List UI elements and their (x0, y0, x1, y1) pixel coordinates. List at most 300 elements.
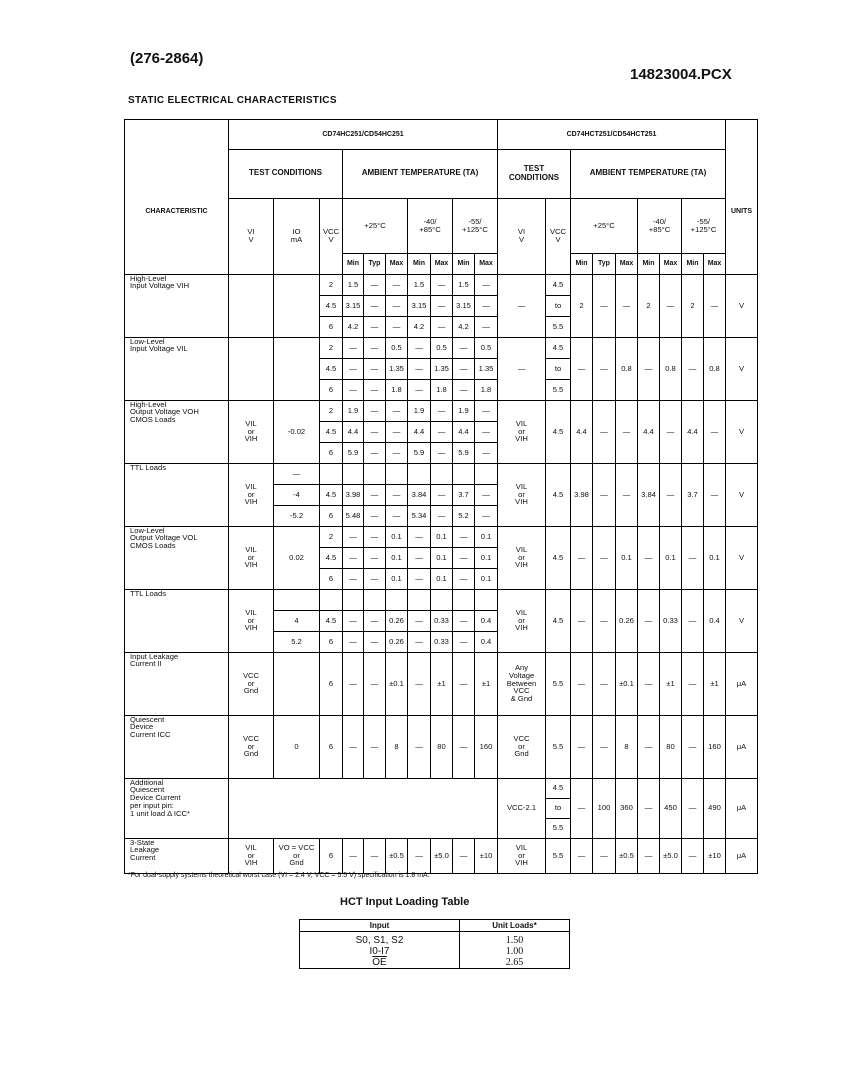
value-cell: — (593, 838, 616, 873)
io-header (274, 198, 320, 274)
value-cell: 4.4 (638, 400, 660, 463)
cell-line: & Gnd (510, 694, 533, 704)
cell-line: or (247, 741, 255, 751)
value-cell: 4.2 (343, 316, 364, 337)
value-cell: 1.5 (343, 274, 364, 295)
cell-line: VIL (515, 842, 528, 852)
value-cell: — (593, 463, 616, 526)
value-cell: — (343, 652, 364, 715)
value-cell: 80 (431, 715, 453, 778)
cell-line: +125°C (690, 224, 717, 234)
value-cell: — (682, 589, 704, 652)
cell-line: Current (130, 853, 156, 863)
temp-125-header (453, 198, 498, 253)
cell-line: VI (517, 227, 526, 237)
value-cell: 0.1 (475, 547, 498, 568)
cell-line: CMOS Loads (130, 415, 176, 425)
minmax-header: Min (408, 253, 431, 274)
cell-line: VCC (242, 733, 260, 743)
value-cell: 3.84 (408, 484, 431, 505)
value-cell: — (453, 631, 475, 652)
value-cell: — (475, 505, 498, 526)
units-cell: μA (726, 715, 758, 778)
value-cell: — (453, 652, 475, 715)
cell-line: VCC (513, 686, 530, 696)
value-cell (475, 589, 498, 610)
value-cell: ±5.0 (660, 838, 682, 873)
vcc-cell: 4.5 (320, 484, 343, 505)
hct-temp-125-header (682, 198, 726, 253)
vi-cell (229, 400, 274, 463)
value-cell: — (386, 484, 408, 505)
vi-cell (229, 838, 274, 873)
table-row (125, 715, 758, 778)
value-cell: — (475, 442, 498, 463)
cell-line: VIL (245, 842, 257, 852)
value-cell: — (704, 400, 726, 463)
units-cell: μA (726, 652, 758, 715)
cell-line: Device (130, 722, 154, 732)
cell-line: VIH (515, 623, 528, 633)
value-cell: — (343, 337, 364, 358)
cell-line: Current II (130, 659, 162, 669)
minmax-header: Max (660, 253, 682, 274)
value-cell: — (453, 568, 475, 589)
hct-vi-cell (498, 400, 546, 463)
hct-vcc-cell: 4.5 (546, 400, 571, 463)
vi-cell (229, 526, 274, 589)
minmax-header: Max (475, 253, 498, 274)
value-cell: — (593, 715, 616, 778)
cell-line: High-Level (130, 274, 167, 283)
value-cell: 0.33 (431, 631, 453, 652)
vcc-cell: 2 (320, 526, 343, 547)
loading-input: $\overline{OE}$ (300, 957, 460, 969)
minmax-header: Max (704, 253, 726, 274)
value-cell: 0.1 (431, 526, 453, 547)
units-cell: V (726, 463, 758, 526)
vcc-cell (320, 463, 343, 484)
value-cell: — (364, 484, 386, 505)
vcc-cell: 4.5 (320, 547, 343, 568)
value-cell: — (364, 526, 386, 547)
value-cell: 0.1 (475, 568, 498, 589)
cell-line: CMOS Loads (130, 541, 176, 551)
loading-input: S0, S1, S2 (300, 932, 460, 947)
io-cell: -5.2 (274, 505, 320, 526)
io-cell: 0 (274, 715, 320, 778)
units-cell: V (726, 526, 758, 589)
value-cell: — (475, 400, 498, 421)
vcc-cell: 6 (320, 568, 343, 589)
value-cell: 3.7 (453, 484, 475, 505)
value-cell: — (386, 274, 408, 295)
value-cell: — (364, 400, 386, 421)
cell-line: VCC (322, 227, 340, 237)
value-cell: — (682, 337, 704, 400)
hct-vcc-cell: to (546, 295, 571, 316)
loading-value: 1.50 (460, 932, 570, 947)
loading-input: I0-I7 (300, 946, 460, 957)
vcc-cell: 4.5 (320, 358, 343, 379)
value-cell: — (682, 526, 704, 589)
value-cell: — (453, 358, 475, 379)
value-cell: 4.2 (408, 316, 431, 337)
value-cell: 4.4 (571, 400, 593, 463)
hct-vi-cell: — (498, 337, 546, 400)
minmax-header: Max (386, 253, 408, 274)
table-row (125, 463, 758, 484)
value-cell: 1.8 (475, 379, 498, 400)
value-cell: 0.5 (386, 337, 408, 358)
value-cell: — (364, 715, 386, 778)
cell-line: VIL (245, 481, 257, 491)
value-cell: — (571, 526, 593, 589)
cell-line: Gnd (243, 686, 259, 696)
vcc-cell: 4.5 (320, 295, 343, 316)
cell-line: Input Voltage VIH (130, 281, 190, 291)
value-cell: 0.4 (475, 610, 498, 631)
cell-line: -55/ (468, 216, 482, 226)
hct-vcc-cell: 5.5 (546, 715, 571, 778)
value-cell: — (343, 610, 364, 631)
io-cell: 4 (274, 610, 320, 631)
vcc-cell: 6 (320, 316, 343, 337)
value-cell: 0.1 (431, 547, 453, 568)
hct-vcc-cell: 5.5 (546, 379, 571, 400)
cell-line: VIH (244, 858, 258, 868)
loading-table-title: HCT Input Loading Table (340, 896, 470, 908)
vi-cell (229, 652, 274, 715)
vi-header (229, 198, 274, 274)
vcc-cell: 4.5 (320, 421, 343, 442)
value-cell: 3.7 (682, 463, 704, 526)
value-cell: 0.5 (475, 337, 498, 358)
minmax-header: Typ (593, 253, 616, 274)
hct-vi-cell (498, 652, 546, 715)
value-cell: 0.1 (475, 526, 498, 547)
io-cell: 0.02 (274, 526, 320, 589)
footnote: *For dual-supply systems theoretical worst case (VI = 2.4 V, VCC = 5.5 V) specification is 1.8 mA. (128, 872, 430, 879)
cell-line: 1 unit load Δ ICC* (130, 809, 190, 819)
cell-line: or (518, 489, 525, 499)
hct-vcc-cell: 4.5 (546, 463, 571, 526)
value-cell: — (453, 715, 475, 778)
vcc-cell: 2 (320, 400, 343, 421)
minmax-header: Min (682, 253, 704, 274)
cell-line: VCC (513, 733, 530, 743)
value-cell: — (343, 379, 364, 400)
document-number: (276-2864) (130, 50, 204, 67)
table-cell (125, 120, 229, 150)
cell-line: +125°C (462, 224, 488, 234)
value-cell: — (431, 316, 453, 337)
value-cell: 1.8 (386, 379, 408, 400)
value-cell: 0.33 (431, 610, 453, 631)
characteristic-cell (125, 274, 229, 337)
cell-line: Voltage (508, 670, 535, 680)
value-cell: — (343, 568, 364, 589)
value-cell: — (682, 838, 704, 873)
value-cell: — (616, 400, 638, 463)
value-cell: — (453, 547, 475, 568)
value-cell: — (593, 652, 616, 715)
value-cell: — (682, 652, 704, 715)
hct-vcc-cell: 4.5 (546, 778, 571, 798)
characteristic-cell: TTL Loads (125, 463, 229, 526)
value-cell (386, 463, 408, 484)
value-cell: ±0.1 (386, 652, 408, 715)
value-cell: — (343, 715, 364, 778)
value-cell: — (364, 652, 386, 715)
value-cell: — (453, 610, 475, 631)
hc-group-header: CD74HC251/CD54HC251 (229, 120, 498, 150)
value-cell: — (475, 421, 498, 442)
loading-row (300, 932, 570, 947)
hct-ambient-temp-header: AMBIENT TEMPERATURE (TA) (571, 149, 726, 198)
value-cell: — (408, 652, 431, 715)
value-cell: — (343, 838, 364, 873)
value-cell: — (616, 463, 638, 526)
value-cell: 160 (704, 715, 726, 778)
value-cell: — (453, 337, 475, 358)
value-cell: — (593, 400, 616, 463)
value-cell: 3.98 (343, 484, 364, 505)
cell-line: VIH (515, 858, 528, 868)
hct-vi-cell (498, 463, 546, 526)
cell-line: or (518, 615, 525, 625)
value-cell: 5.9 (343, 442, 364, 463)
value-cell: — (408, 715, 431, 778)
value-cell: 1.35 (386, 358, 408, 379)
minmax-header: Min (453, 253, 475, 274)
value-cell: ±0.5 (386, 838, 408, 873)
cell-line: V (555, 235, 561, 244)
value-cell: 8 (386, 715, 408, 778)
io-cell: 5.2 (274, 631, 320, 652)
value-cell: — (453, 379, 475, 400)
value-cell: 5.9 (453, 442, 475, 463)
value-cell (475, 463, 498, 484)
value-cell: 0.1 (616, 526, 638, 589)
cell-line: Input Leakage (130, 652, 179, 661)
value-cell: 1.5 (453, 274, 475, 295)
characteristic-cell (125, 838, 229, 873)
characteristic-cell (125, 337, 229, 400)
cell-line: or (518, 552, 525, 562)
value-cell: — (704, 274, 726, 337)
cell-line: Low-Level (130, 337, 165, 346)
value-cell: — (386, 442, 408, 463)
table-row (125, 526, 758, 547)
io-cell (274, 274, 320, 337)
value-cell (431, 463, 453, 484)
loading-value: 1.00 (460, 946, 570, 957)
hct-vi-cell (498, 715, 546, 778)
io-cell (274, 652, 320, 715)
value-cell: — (475, 274, 498, 295)
cell-line: Gnd (514, 749, 529, 759)
value-cell: — (475, 295, 498, 316)
value-cell (364, 589, 386, 610)
value-cell: 3.15 (343, 295, 364, 316)
vcc-cell: 6 (320, 379, 343, 400)
table-row (125, 589, 758, 610)
io-cell (274, 337, 320, 400)
cell-line: or (518, 426, 525, 436)
hct-vcc-cell: 5.5 (546, 316, 571, 337)
value-cell: — (408, 838, 431, 873)
value-cell: — (431, 295, 453, 316)
value-cell: 0.1 (386, 568, 408, 589)
value-cell: 5.34 (408, 505, 431, 526)
cell-line: or (247, 615, 255, 625)
value-cell: — (386, 421, 408, 442)
minmax-header: Min (571, 253, 593, 274)
value-cell: 1.35 (475, 358, 498, 379)
cell-line: High-Level (130, 400, 167, 409)
units-cell: V (726, 274, 758, 337)
vcc-cell: 4.5 (320, 610, 343, 631)
value-cell: — (431, 274, 453, 295)
value-cell: 80 (660, 715, 682, 778)
value-cell: 0.8 (616, 337, 638, 400)
cell-line: VCC (242, 670, 260, 680)
cell-line: VIL (515, 418, 528, 428)
cell-line: VCC (549, 227, 567, 237)
units-cell: V (726, 400, 758, 463)
vi-cell (229, 715, 274, 778)
value-cell: — (571, 838, 593, 873)
minmax-header: Max (616, 253, 638, 274)
test-conditions-header: TEST CONDITIONS (229, 149, 343, 198)
value-cell: 2 (638, 274, 660, 337)
value-cell: 450 (660, 778, 682, 838)
value-cell: — (343, 526, 364, 547)
value-cell (408, 589, 431, 610)
value-cell: — (660, 274, 682, 337)
value-cell: 0.4 (704, 589, 726, 652)
value-cell: — (431, 421, 453, 442)
cell-line: VI (247, 227, 255, 237)
value-cell: — (638, 778, 660, 838)
minmax-header: Typ (364, 253, 386, 274)
value-cell: ±0.1 (616, 652, 638, 715)
value-cell (343, 463, 364, 484)
cell-line: V (248, 235, 254, 244)
cell-line: VIL (515, 481, 528, 491)
value-cell: 0.26 (616, 589, 638, 652)
value-cell: — (386, 316, 408, 337)
io-cell (274, 589, 320, 610)
value-cell: — (343, 547, 364, 568)
cell-line: VIH (515, 497, 528, 507)
cell-line: or (247, 489, 255, 499)
value-cell: — (364, 631, 386, 652)
minmax-header: Max (431, 253, 453, 274)
value-cell: 3.98 (571, 463, 593, 526)
section-title: STATIC ELECTRICAL CHARACTERISTICS (128, 95, 337, 106)
loading-row (300, 957, 570, 969)
value-cell: — (431, 505, 453, 526)
loading-row (300, 946, 570, 957)
value-cell: — (638, 715, 660, 778)
temp-85-header (408, 198, 453, 253)
characteristic-cell (125, 400, 229, 463)
loading-header-unit-loads: Unit Loads* (460, 920, 570, 932)
hct-vi-cell: — (498, 274, 546, 337)
value-cell: 0.4 (475, 631, 498, 652)
value-cell: — (364, 547, 386, 568)
value-cell: — (431, 442, 453, 463)
static-characteristics-table (124, 119, 758, 874)
vi-cell (229, 589, 274, 652)
value-cell: ±1 (704, 652, 726, 715)
table-row (125, 838, 758, 873)
value-cell: 0.26 (386, 631, 408, 652)
value-cell: — (638, 337, 660, 400)
hct-vcc-cell: 4.5 (546, 589, 571, 652)
cell-line: VIH (515, 560, 528, 570)
value-cell (431, 589, 453, 610)
value-cell: 1.9 (453, 400, 475, 421)
cell-line: -40/ (652, 216, 667, 226)
value-cell: 3.15 (408, 295, 431, 316)
cell-line: V (518, 235, 525, 244)
loading-header-input: Input (300, 920, 460, 932)
value-cell (343, 589, 364, 610)
value-cell: — (408, 631, 431, 652)
cell-line: or (293, 850, 300, 860)
value-cell: 3.15 (453, 295, 475, 316)
value-cell: — (475, 316, 498, 337)
hct-vi-cell: VCC-2.1 (498, 778, 546, 838)
temp-25-header: +25°C (343, 198, 408, 253)
value-cell: — (660, 463, 682, 526)
cell-line: -40/ (423, 216, 437, 226)
value-cell: — (386, 505, 408, 526)
value-cell: — (386, 295, 408, 316)
hct-vcc-cell: to (546, 798, 571, 818)
minmax-header: Min (343, 253, 364, 274)
value-cell: — (408, 526, 431, 547)
value-cell: — (364, 358, 386, 379)
vcc-cell: 6 (320, 505, 343, 526)
value-cell: — (638, 652, 660, 715)
hct-vcc-cell: 4.5 (546, 526, 571, 589)
hct-vi-cell (498, 589, 546, 652)
cell-line: VIL (515, 544, 528, 554)
value-cell: — (571, 337, 593, 400)
value-cell: 0.5 (431, 337, 453, 358)
value-cell: 5.2 (453, 505, 475, 526)
value-cell: 4.4 (408, 421, 431, 442)
characteristic-cell (125, 652, 229, 715)
table-cell (726, 120, 758, 150)
value-cell: 0.1 (431, 568, 453, 589)
value-cell: 8 (616, 715, 638, 778)
cell-line: IO (292, 227, 301, 237)
hct-vcc-cell: 5.5 (546, 818, 571, 838)
value-cell: — (364, 838, 386, 873)
value-cell: — (364, 274, 386, 295)
value-cell: — (682, 715, 704, 778)
value-cell: — (593, 274, 616, 337)
value-cell: 2 (571, 274, 593, 337)
units-cell: μA (726, 838, 758, 873)
value-cell: — (364, 610, 386, 631)
value-cell: 1.5 (408, 274, 431, 295)
